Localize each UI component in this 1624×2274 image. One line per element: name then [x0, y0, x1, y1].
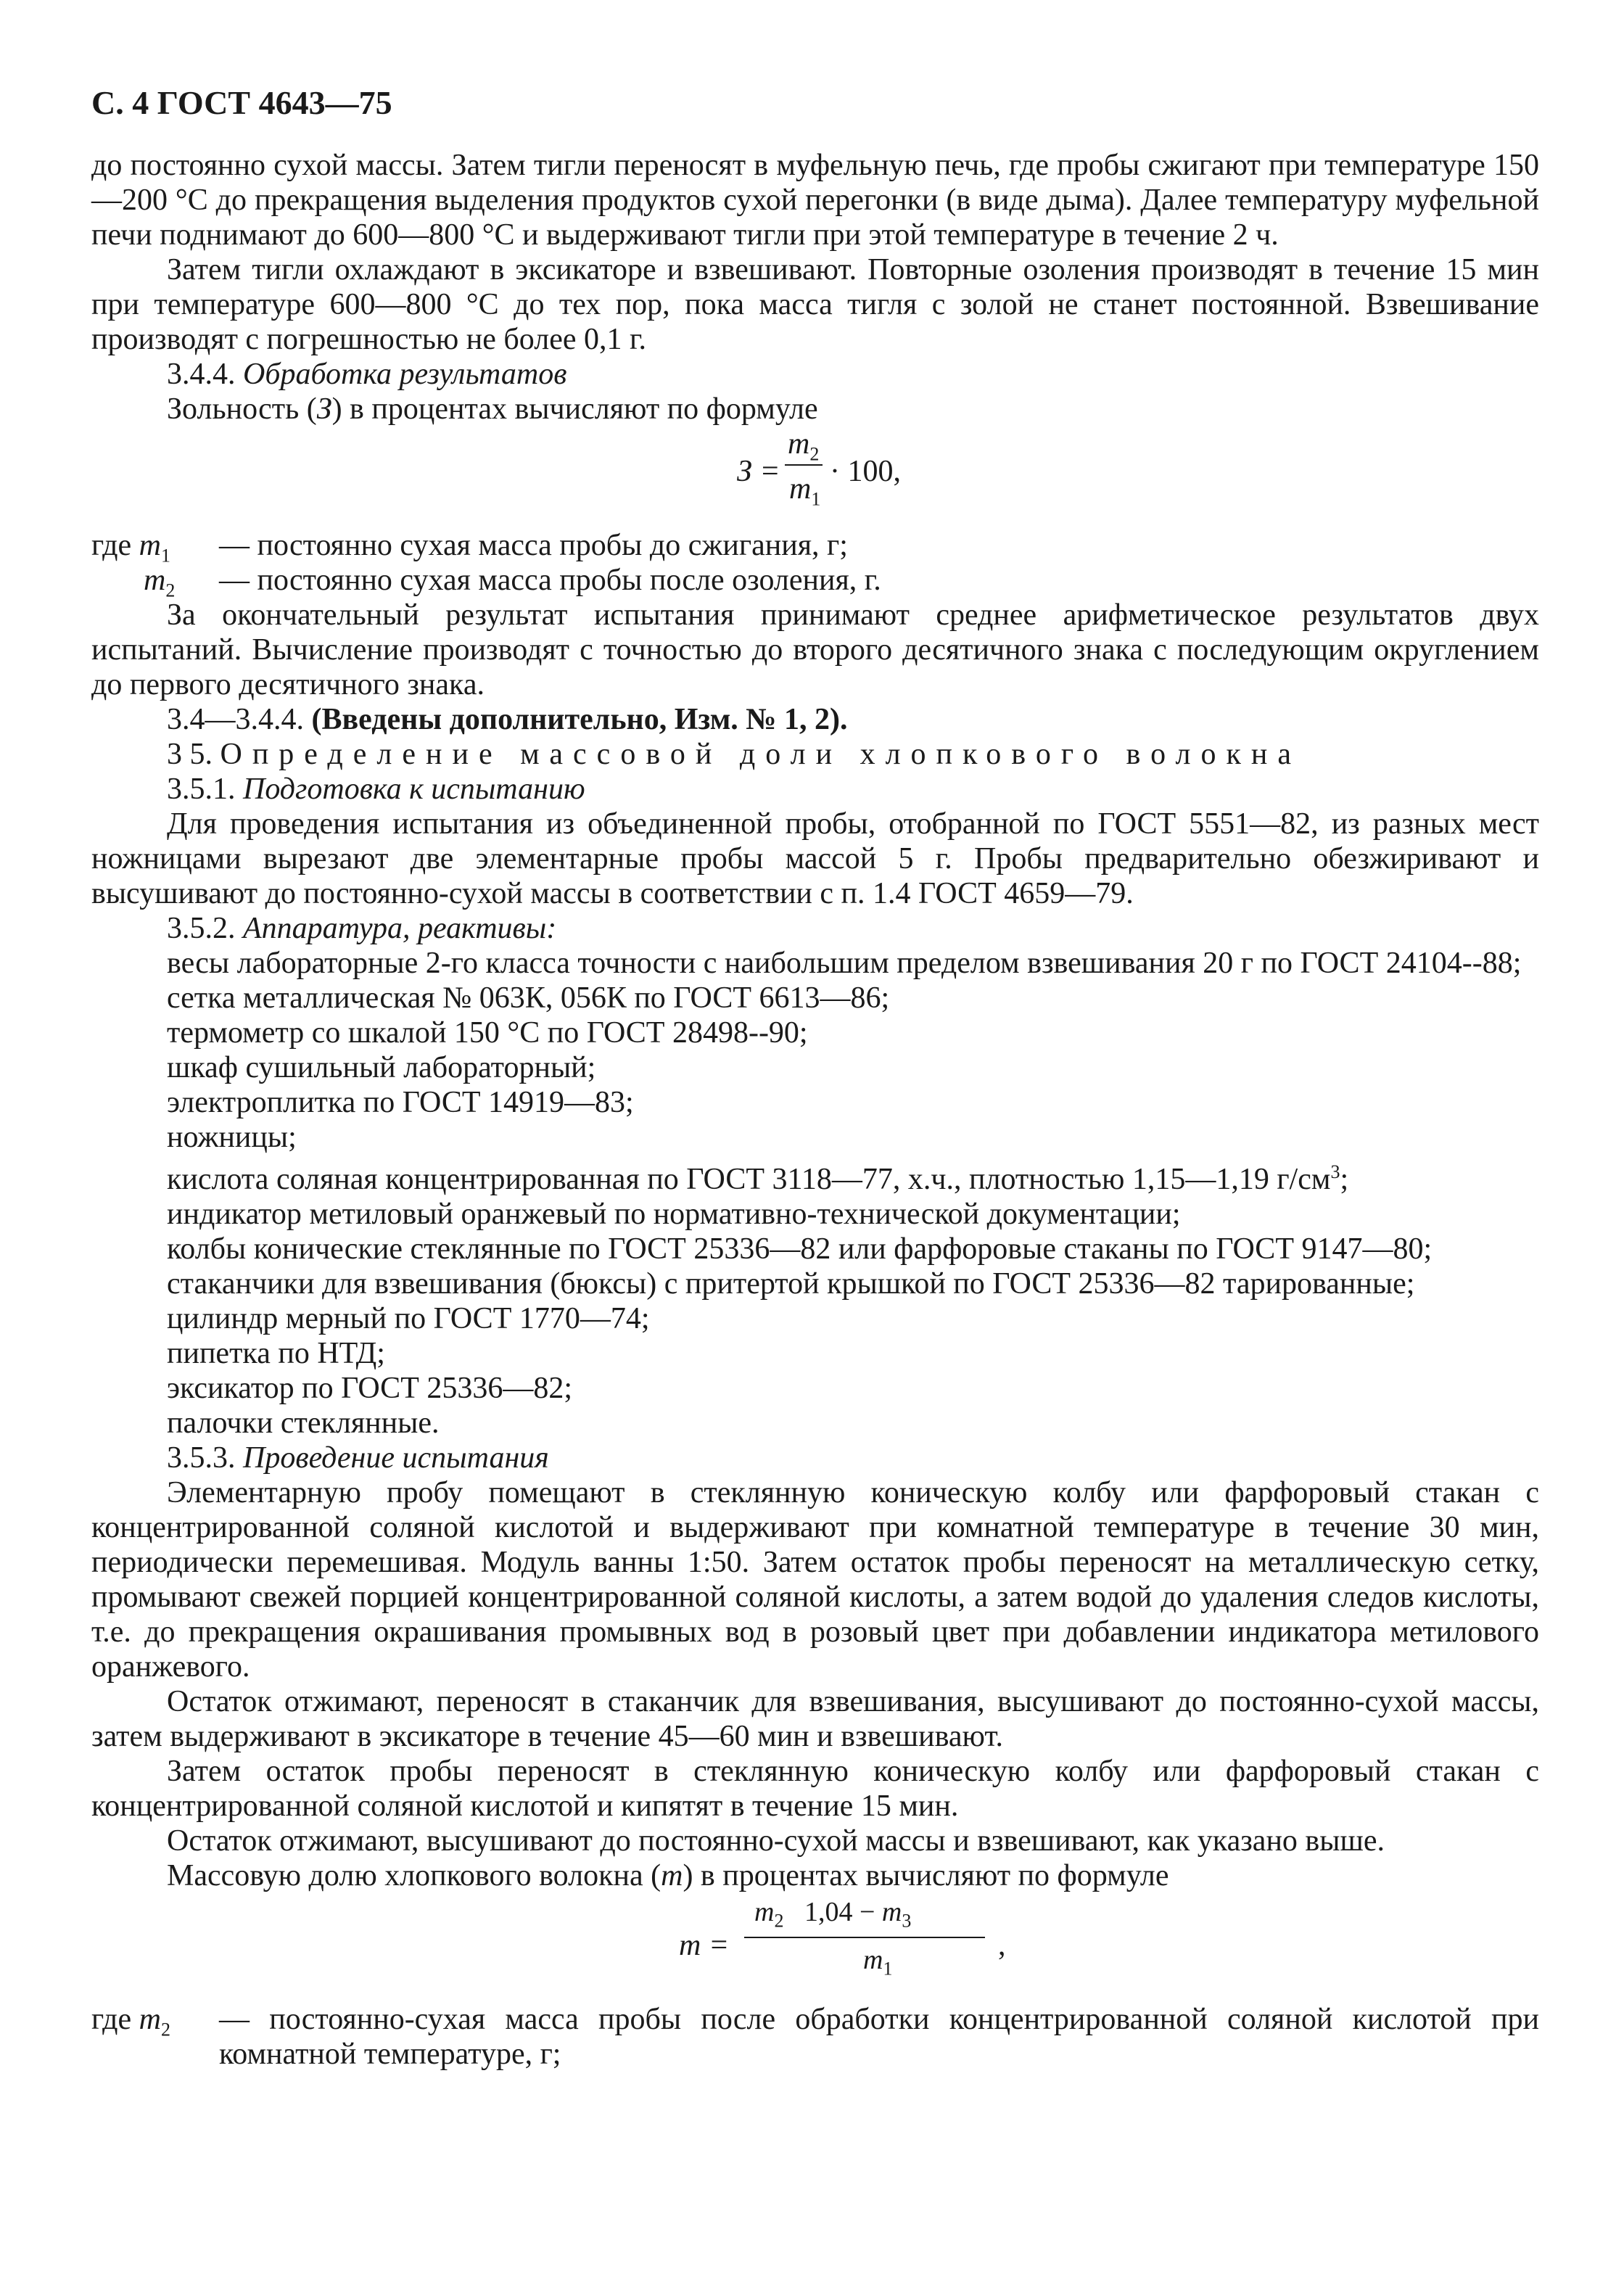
paragraph: Массовую долю хлопкового волокна (т) в процентах вычисляют по формуле	[167, 1859, 1169, 1892]
paragraph: Для проведения испытания из объединенной пробы, отобранной по ГОСТ 5551—82, из разных мест ножницами вырезают две элементарные пробы массой 5 г. Пробы предварительно обезжиривают и высушивают до постоянно-сухой массы в соответствии с п. 1.4 ГОСТ 4659—79.	[91, 807, 1539, 910]
equipment-item: пипетка по НТД;	[167, 1337, 385, 1370]
equipment-item: колбы конические стеклянные по ГОСТ 25336—82 или фарфоровые стаканы по ГОСТ 9147—80;	[167, 1232, 1433, 1266]
variable-definition-m2: $m_2$ — постоянно сухая масса пробы после озоления, г.	[144, 564, 881, 601]
section-heading-3-4-4: 3.4.4. Обработка результатов	[167, 358, 567, 391]
paragraph: За окончательный результат испытания принимают среднее арифметическое результатов двух испытаний. Вычисление производят с точностью до второго десятичного знака с последующим округлением до первого десятичного знака.	[91, 598, 1539, 701]
equipment-item: ножницы;	[167, 1121, 297, 1154]
equipment-item: цилиндр мерный по ГОСТ 1770—74;	[167, 1302, 650, 1335]
equipment-item: индикатор метиловый оранжевый по нормативно-технической документации;	[167, 1198, 1181, 1231]
formula-rhs: · 100,	[830, 455, 901, 488]
equipment-item: эксикатор по ГОСТ 25336—82;	[167, 1372, 573, 1405]
equipment-item: кислота соляная концентрированная по ГОСТ 3118—77, х.ч., плотностью 1,15—1,19 $г/см^3$;	[167, 1161, 1349, 1196]
paragraph: Элементарную пробу помещают в стеклянную коническую колбу или фарфоровый стакан с концентрированной соляной кислотой и выдерживают при комнатной температуре в течение 30 мин, периодически перемешивая. Модуль ванны 1:50. Затем остаток пробы переносят на металлическую сетку, промывают свежей порцией концентрированной соляной кислоты, а затем водой до удаления следов кислоты, т.е. до прекращения окрашивания промывных вод в розовый цвет при добавлении индикатора метилового оранжевого.	[91, 1476, 1539, 1684]
equipment-item: термометр со шкалой 150 °С по ГОСТ 28498--90;	[167, 1016, 808, 1050]
amendment-note: 3.4—3.4.4. (Введены дополнительно, Изм. № 1, 2).	[167, 703, 848, 736]
paragraph: Остаток отжимают, переносят в стаканчик для взвешивания, высушивают до постоянно-сухой массы, затем выдерживают в эксикаторе в течение 45—60 мин и взвешивают.	[91, 1685, 1539, 1753]
paragraph: до постоянно сухой массы. Затем тигли переносят в муфельную печь, где пробы сжигают при температуре 150—200 °С до прекращения выделения продуктов сухой перегонки (в виде дыма). Далее температуру муфельной печи поднимают до 600—800 °С и выдерживают тигли при этой температуре в течение 2 ч.	[91, 149, 1539, 252]
document-page	[91, 81, 1539, 2072]
fraction-bar	[785, 464, 823, 466]
section-heading-3-5-3: 3.5.3. Проведение испытания	[167, 1441, 549, 1475]
section-heading-3-5: 3 5. Определение массовой доли хлопкового волокна	[167, 738, 1301, 771]
formula-lhs: т =	[679, 1929, 730, 1962]
equipment-item: стаканчики для взвешивания (бюксы) с притертой крышкой по ГОСТ 25336—82 тарированные;	[167, 1267, 1415, 1301]
formula-ash-content	[91, 427, 1539, 528]
formula-denominator: $m_1$	[789, 472, 821, 510]
paragraph: Зольность (З) в процентах вычисляют по формуле	[167, 392, 818, 426]
equipment-item: электроплитка по ГОСТ 14919—83;	[167, 1086, 634, 1119]
equipment-item: шкаф сушильный лабораторный;	[167, 1051, 596, 1084]
equipment-item: весы лабораторные 2-го класса точности с наибольшим пределом взвешивания 20 г по ГОСТ 24104--88;	[167, 947, 1522, 980]
variable-definition-m1: где $m_1$ — постоянно сухая масса пробы до сжигания, г;	[91, 529, 848, 567]
fraction-bar	[744, 1937, 985, 1938]
formula-denominator: $m_1$	[863, 1945, 893, 1980]
variable-definition-m2-treated: где $m_2$ — постоянно-сухая масса пробы после обработки концентрированной соляной кислотой при комнатной температуре, г;	[91, 2003, 1539, 2071]
formula-numerator: $m_2$	[788, 427, 820, 465]
paragraph: Остаток отжимают, высушивают до постоянно-сухой массы и взвешивают, как указано выше.	[167, 1824, 1385, 1858]
section-heading-3-5-2: 3.5.2. Аппаратура, реактивы:	[167, 912, 557, 945]
equipment-item: сетка металлическая № 063К, 056К по ГОСТ 6613—86;	[167, 981, 890, 1015]
formula-cotton-fraction	[91, 1893, 1539, 2002]
section-heading-3-5-1: 3.5.1. Подготовка к испытанию	[167, 773, 585, 806]
formula-lhs: З =	[737, 455, 780, 488]
page-header: С. 4 ГОСТ 4643—75	[91, 84, 392, 121]
formula-rhs: ,	[998, 1929, 1006, 1962]
equipment-item: палочки стеклянные.	[167, 1406, 440, 1440]
formula-numerator: $m_2$ $1,04 - m_3$	[754, 1897, 912, 1932]
paragraph: Затем тигли охлаждают в эксикаторе и взвешивают. Повторные озоления производят в течение 15 мин при температуре 600—800 °С до тех пор, пока масса тигля с золой не станет постоянной. Взвешивание производят с погрешностью не более 0,1 г.	[91, 253, 1539, 356]
paragraph: Затем остаток пробы переносят в стеклянную коническую колбу или фарфоровый стакан с концентрированной соляной кислотой и кипятят в течение 15 мин.	[91, 1755, 1539, 1823]
